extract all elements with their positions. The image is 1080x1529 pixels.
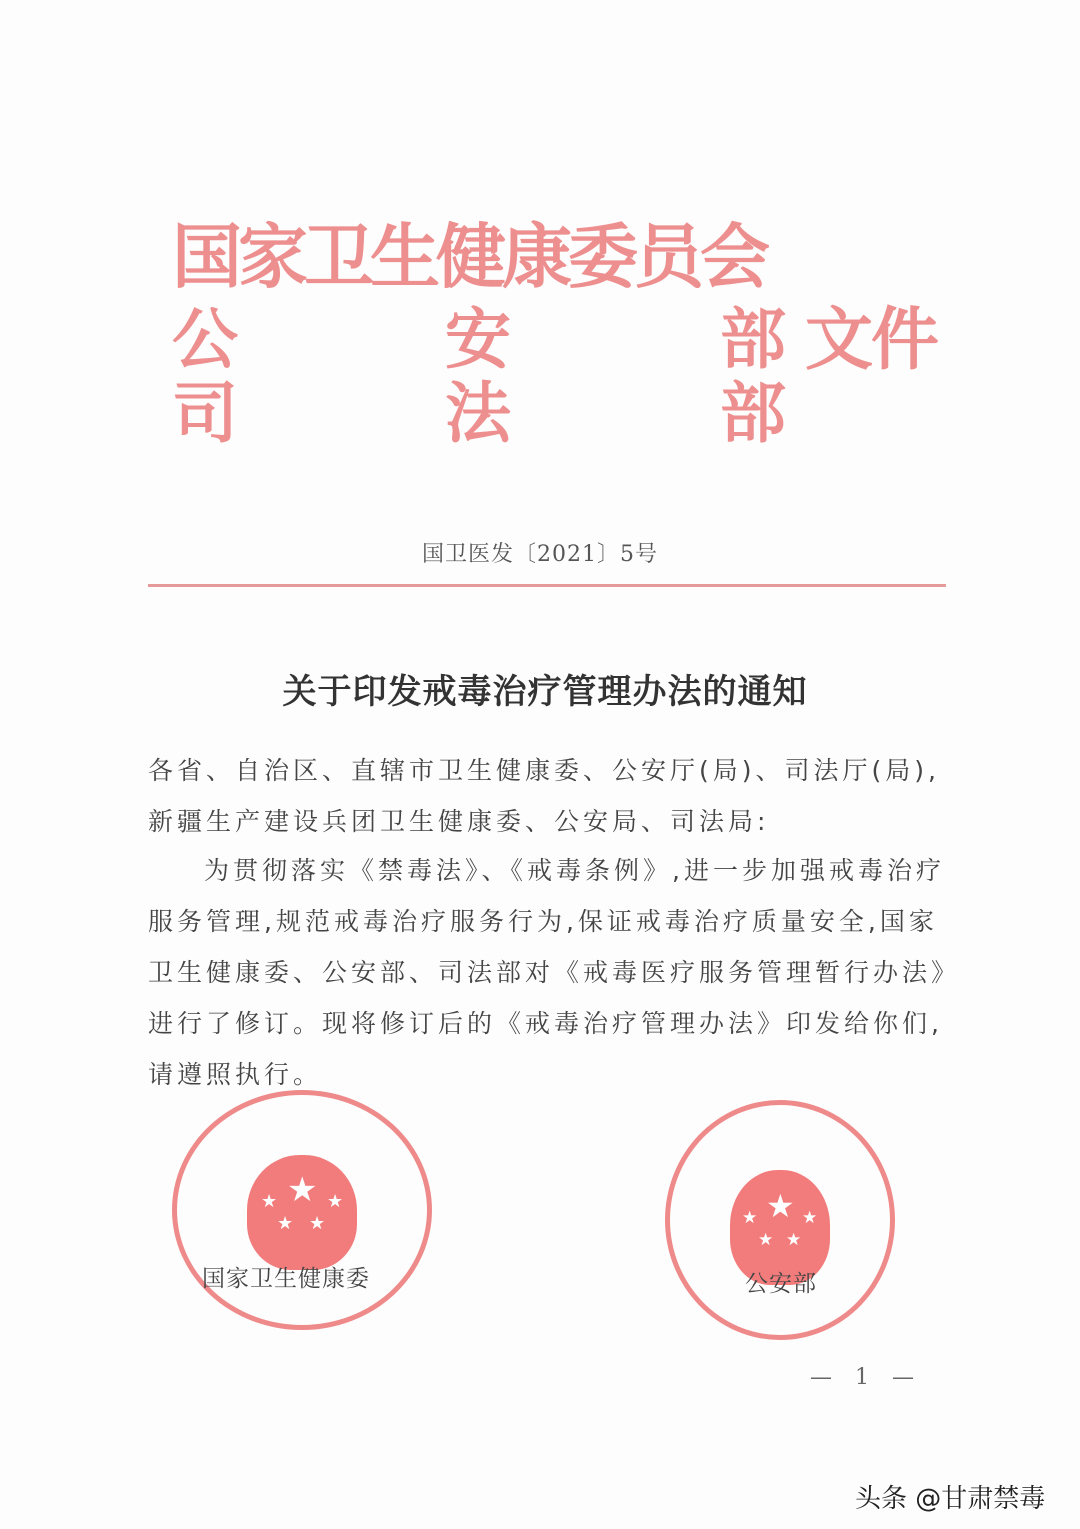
star-icon: ★ — [277, 1213, 294, 1234]
document-number: 国卫医发〔2021〕5号 — [422, 542, 658, 567]
star-icon: ★ — [327, 1191, 344, 1212]
source-watermark: 头条 @甘肃禁毒 — [855, 1484, 1046, 1514]
addressee-paragraph: 各省、自治区、直辖市卫生健康委、公安厅(局)、司法厅(局),新疆生产建设兵团卫生健康委、公安局、司法局: — [148, 756, 940, 836]
issuer-header-char: 部 — [720, 374, 786, 452]
star-icon: ★ — [261, 1191, 278, 1212]
official-seal-nhc — [172, 1090, 432, 1330]
star-icon: ★ — [742, 1208, 758, 1228]
star-icon: ★ — [758, 1230, 774, 1250]
official-seal-mps — [665, 1100, 895, 1340]
signature-mps: 公安部 — [745, 1271, 817, 1297]
signature-nhc: 国家卫生健康委 — [202, 1266, 370, 1292]
star-icon: ★ — [309, 1213, 326, 1234]
body-paragraph: 为贯彻落实《禁毒法》、《戒毒条例》,进一步加强戒毒治疗服务管理,规范戒毒治疗服务行为,保证戒毒治疗质量安全,国家卫生健康委、公安部、司法部对《戒毒医疗服务管理暂行办法》进行了修订。现将修订后的《戒毒治疗管理办法》印发给你们,请遵照执行。 — [148, 856, 948, 1089]
issuer-header-line1: 国家卫生健康委员会 — [172, 215, 766, 298]
star-icon: ★ — [287, 1170, 318, 1210]
issuer-header-char: 公 — [172, 300, 238, 378]
document-title: 关于印发戒毒治疗管理办法的通知 — [282, 672, 808, 712]
issuer-header-char: 法 — [445, 374, 511, 452]
issuer-header-char: 司 — [172, 374, 238, 452]
red-divider — [148, 584, 946, 587]
star-icon: ★ — [786, 1230, 802, 1250]
document-type-label: 文件 — [805, 300, 938, 380]
star-icon: ★ — [802, 1208, 818, 1228]
national-emblem-icon — [247, 1155, 357, 1270]
issuer-header-char: 部 — [720, 300, 786, 378]
page-number: — 1 — — [810, 1365, 922, 1390]
issuer-header-char: 安 — [445, 300, 511, 378]
star-icon: ★ — [766, 1187, 795, 1225]
